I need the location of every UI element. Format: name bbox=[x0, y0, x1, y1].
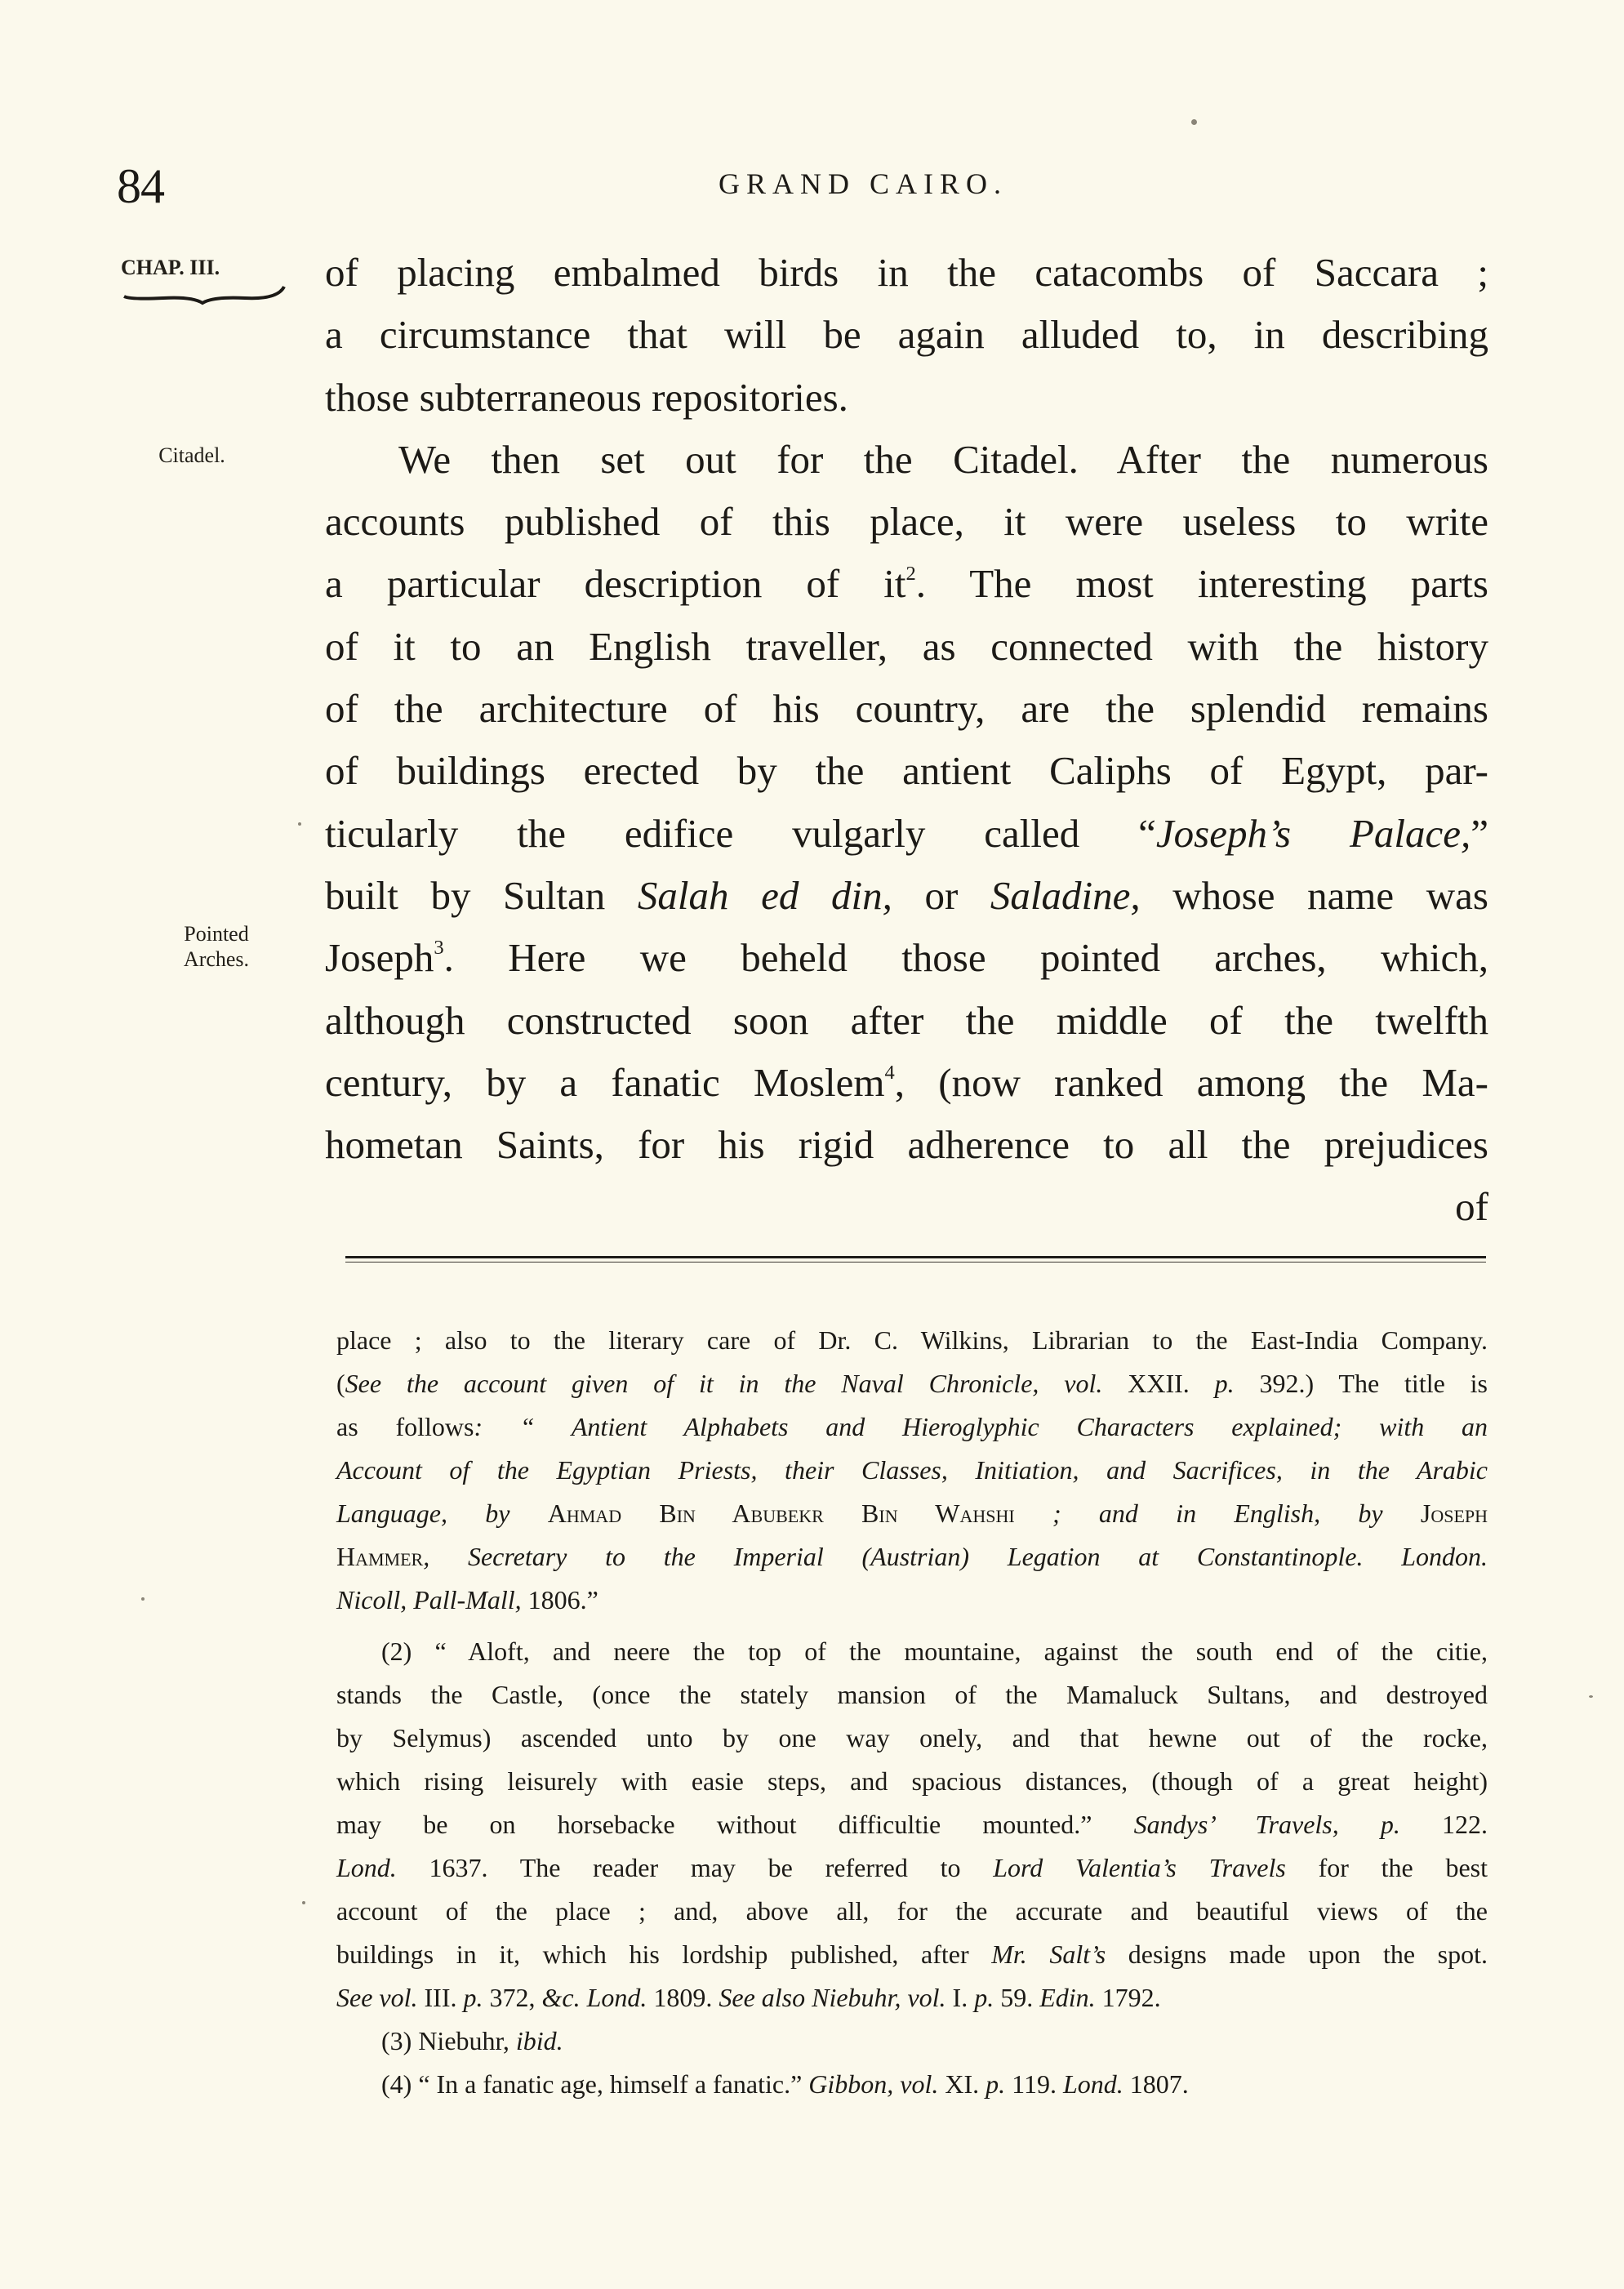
main-text-block bbox=[325, 242, 1488, 1239]
pointed-label: Pointed bbox=[184, 922, 249, 946]
footnote-divider-rule bbox=[345, 1256, 1486, 1258]
text-line: of buildings erected by the antient Caliphs of Egypt, par- bbox=[325, 748, 1488, 794]
footnote-line: Nicoll, Pall-Mall, 1806.” bbox=[336, 1585, 598, 1614]
footnote-divider-rule-thin bbox=[345, 1262, 1486, 1263]
footnotes-block bbox=[336, 1319, 1488, 2106]
text-line: those subterraneous repositories. bbox=[325, 374, 848, 420]
footnote-line: (3) Niebuhr, ibid. bbox=[381, 2026, 563, 2055]
text-line: Joseph$^3$. Here we beheld those pointed arches, which, bbox=[325, 935, 1488, 981]
footnote-line: Lond. 1637. The reader may be referred to Lord Valentia’s Travels for the best bbox=[336, 1853, 1488, 1882]
text-line: of the architecture of his country, are the splendid remains bbox=[325, 686, 1488, 732]
text-line: a circumstance that will be again alluded to, in describing bbox=[325, 312, 1488, 358]
footnote-line: Account of the Egyptian Priests, their Classes, Initiation, and Sacrifices, in the Arabic bbox=[336, 1455, 1488, 1485]
pointed-arches-marginal-note bbox=[163, 921, 269, 972]
running-head: GRAND CAIRO. bbox=[719, 167, 1008, 200]
footnote-line: (See the account given of it in the Naval Chronicle, vol. XXII. p. 392.) The title is bbox=[336, 1369, 1488, 1398]
paper-speck bbox=[302, 1901, 305, 1904]
footnote-line: Language, by Ahmad Bin Abubekr Bin Wahshi ; and in English, by Joseph bbox=[336, 1499, 1488, 1528]
paper-speck bbox=[298, 822, 301, 826]
text-line: ticularly the edifice vulgarly called “Joseph’s Palace,” bbox=[325, 810, 1488, 856]
catchword: of bbox=[1455, 1184, 1488, 1230]
page-number: 84 bbox=[117, 159, 164, 213]
text-line: hometan Saints, for his rigid adherence to all the prejudices bbox=[325, 1122, 1488, 1168]
footnote-ref-4: 4 bbox=[884, 1062, 895, 1084]
text-line: although constructed soon after the middle of the twelfth bbox=[325, 997, 1488, 1043]
paper-speck bbox=[141, 1597, 145, 1601]
chapter-marginal-note: CHAP. III. bbox=[121, 256, 220, 279]
text-line: a particular description of $it^2$. The most interesting parts bbox=[325, 561, 1488, 607]
footnote-ref-2: 2 bbox=[905, 563, 916, 586]
footnote-line: by Selymus) ascended unto by one way onely, and that hewne out of the rocke, bbox=[336, 1723, 1488, 1752]
text-line: built by Sultan Salah ed din, or Saladine, whose name was bbox=[325, 872, 1488, 918]
footnote-line: buildings in it, which his lordship published, after Mr. Salt’s designs made upon the spot. bbox=[336, 1939, 1488, 1969]
footnote-line: See vol. III. p. 372, &c. Lond. 1809. See also Niebuhr, vol. I. p. 59. Edin. 1792. bbox=[336, 1983, 1161, 2012]
footnote-line: as follows: “ Antient Alphabets and Hieroglyphic Characters explained; with an bbox=[336, 1412, 1488, 1441]
footnote-line: (4) “ In a fanatic age, himself a fanatic.” Gibbon, vol. XI. p. 119. Lond. 1807. bbox=[381, 2069, 1189, 2099]
footnote-line: may be on horsebacke without difficultie mounted.” Sandys’ Travels, p. 122. bbox=[336, 1810, 1488, 1839]
footnote-line: stands the Castle, (once the stately mansion of the Mamaluck Sultans, and destroyed bbox=[336, 1680, 1488, 1709]
footnote-line: account of the place ; and, above all, for the accurate and beautiful views of the bbox=[336, 1896, 1488, 1926]
footnote-line: which rising leisurely with easie steps, and spacious distances, (though of a great height) bbox=[336, 1766, 1488, 1796]
citadel-marginal-note: Citadel. bbox=[158, 443, 225, 467]
footnote-line: place ; also to the literary care of Dr. C. Wilkins, Librarian to the East-India Company. bbox=[336, 1325, 1488, 1355]
text-line: century, by a fanatic Moslem$^4$, (now ranked among the Ma- bbox=[325, 1059, 1488, 1105]
chapter-brace-ornament bbox=[122, 282, 286, 314]
arches-label: Arches. bbox=[183, 947, 250, 971]
text-line: We then set out for the Citadel. After the numerous bbox=[398, 436, 1488, 482]
footnote-line: Hammer, Secretary to the Imperial (Austrian) Legation at Constantinople. London. bbox=[336, 1542, 1488, 1571]
paper-speck bbox=[1191, 119, 1197, 125]
text-line: of placing embalmed birds in the catacombs of Saccara ; bbox=[325, 250, 1488, 295]
footnote-line: (2) “ Aloft, and neere the top of the mountaine, against the south end of the citie, bbox=[381, 1637, 1488, 1666]
text-line: accounts published of this place, it were useless to write bbox=[325, 499, 1488, 545]
paper-speck bbox=[1589, 1695, 1593, 1698]
footnote-ref-3: 3 bbox=[434, 937, 444, 960]
text-line: of it to an English traveller, as connected with the history bbox=[325, 623, 1488, 669]
